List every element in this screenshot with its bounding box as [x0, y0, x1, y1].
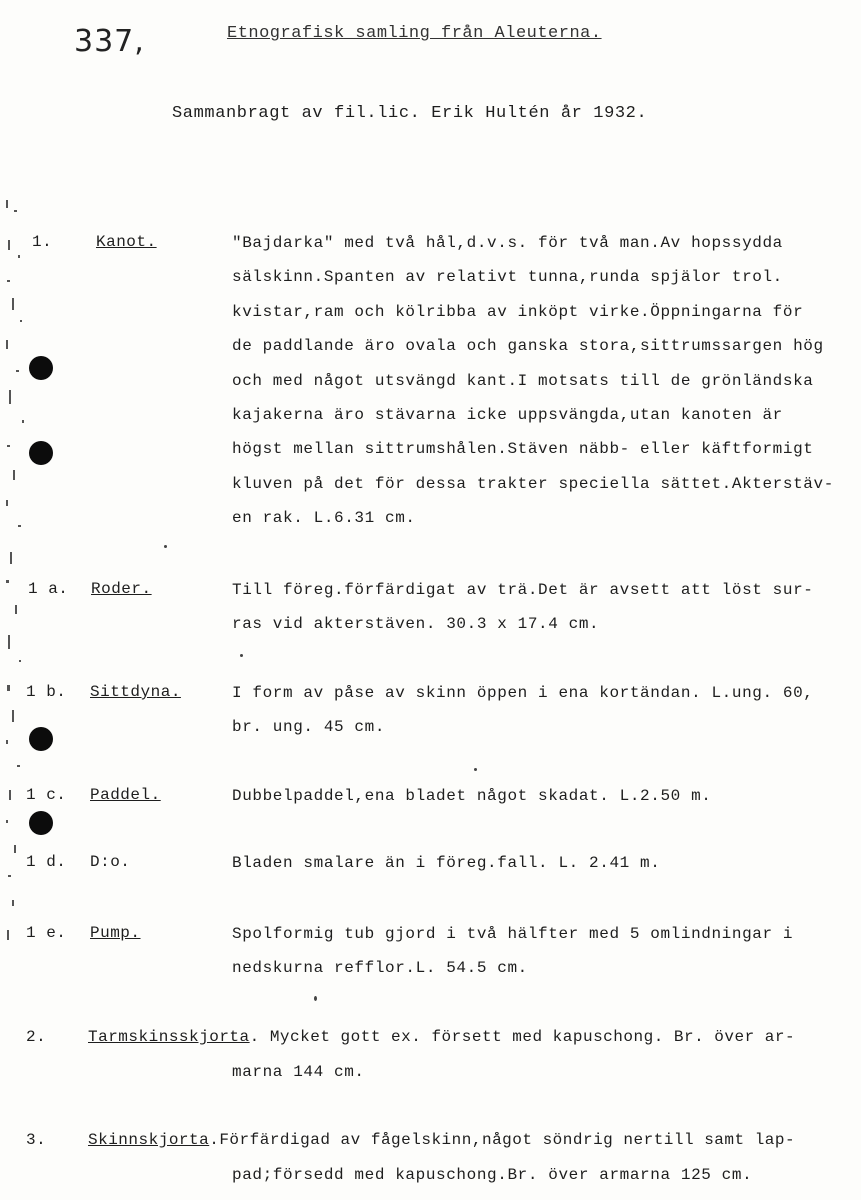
entry-inline-description: .Förfärdigad av fågelskinn,något söndrig nertill samt lap- [209, 1131, 796, 1149]
entry-description [232, 1055, 857, 1089]
entry-name: Sittdyna. [90, 683, 181, 701]
entry-description [232, 226, 857, 536]
description-line: Bladen smalare än i föreg.fall. L. 2.41 m. [232, 854, 661, 872]
entry-description [232, 573, 857, 642]
description-line: "Bajdarka" med två hål,d.v.s. för två man.Av hopssydda [232, 234, 783, 252]
entry-description [232, 917, 857, 986]
description-line: Spolformig tub gjord i två hälfter med 5 omlindningar i [232, 925, 794, 943]
document-subtitle: Sammanbragt av fil.lic. Erik Hultén år 1932. [172, 104, 648, 123]
entry-number: 1 c. [26, 786, 67, 804]
binder-hole [29, 727, 53, 751]
entry-name: Roder. [91, 580, 152, 598]
description-line: marna 144 cm. [232, 1063, 365, 1081]
description-line: kajakerna äro stävarna icke uppsvängda,utan kanoten är [232, 406, 783, 425]
entry-number: 1 e. [26, 924, 67, 942]
entry-description [232, 846, 857, 880]
description-line: Dubbelpaddel,ena bladet något skadat. L.2.50 m. [232, 787, 712, 805]
entry-name: Pump. [90, 924, 141, 942]
entry-name: Tarmskinsskjorta [88, 1028, 250, 1046]
description-line: sälskinn.Spanten av relativt tunna,runda spjälor trol. [232, 268, 783, 287]
entry-number: 2. [26, 1028, 47, 1046]
binder-hole [29, 811, 53, 835]
entry-description [232, 1158, 857, 1192]
ink-speck [240, 654, 243, 657]
entry-description [232, 779, 857, 813]
description-line: högst mellan sittrumshålen.Stäven näbb- eller käftformigt [232, 440, 814, 459]
binder-hole [29, 356, 53, 380]
entry-name: Kanot. [96, 233, 157, 251]
torn-left-edge [4, 180, 58, 960]
description-line: och med något utsvängd kant.I motsats till de grönländska [232, 371, 814, 390]
entry-number: 1. [32, 233, 53, 251]
ink-speck [474, 768, 477, 771]
description-line: kluven på det för dessa trakter speciella sättet.Akterstäv- [232, 474, 834, 493]
ink-speck [164, 545, 167, 548]
entry-number: 1 d. [26, 853, 67, 871]
entry-description [232, 676, 857, 745]
description-line: ras vid akterstäven. 30.3 x 17.4 cm. [232, 615, 600, 634]
handwritten-catalog-number: 337, [74, 24, 145, 59]
entry-name: Paddel. [90, 786, 161, 804]
ink-speck [314, 996, 317, 1001]
binder-hole [29, 441, 53, 465]
description-line: Till föreg.förfärdigat av trä.Det är avsett att löst sur- [232, 581, 814, 599]
entry-name-line [88, 1131, 795, 1149]
entry-number: 1 b. [26, 683, 67, 701]
entry-inline-description: . Mycket gott ex. försett med kapuschong. Br. över ar- [249, 1028, 796, 1046]
description-line: nedskurna refflor.L. 54.5 cm. [232, 959, 528, 978]
entry-number: 1 a. [28, 580, 69, 598]
entry-name: D:o. [90, 853, 131, 871]
description-line: I form av påse av skinn öppen i ena kortändan. L.ung. 60, [232, 684, 814, 702]
description-line: br. ung. 45 cm. [232, 718, 386, 737]
entry-number: 3. [26, 1131, 47, 1149]
description-line: kvistar,ram och kölribba av inköpt virke.Öppningarna för [232, 302, 804, 321]
description-line: de paddlande äro ovala och ganska stora,sittrumssargen hög [232, 337, 824, 356]
entry-name: Skinnskjorta [88, 1131, 210, 1149]
description-line: pad;försedd med kapuschong.Br. över armarna 125 cm. [232, 1166, 753, 1184]
document-title: Etnografisk samling från Aleuterna. [227, 24, 602, 43]
description-line: en rak. L.6.31 cm. [232, 509, 416, 528]
entry-name-line [88, 1028, 795, 1046]
edge-specks-graphic [4, 180, 58, 960]
